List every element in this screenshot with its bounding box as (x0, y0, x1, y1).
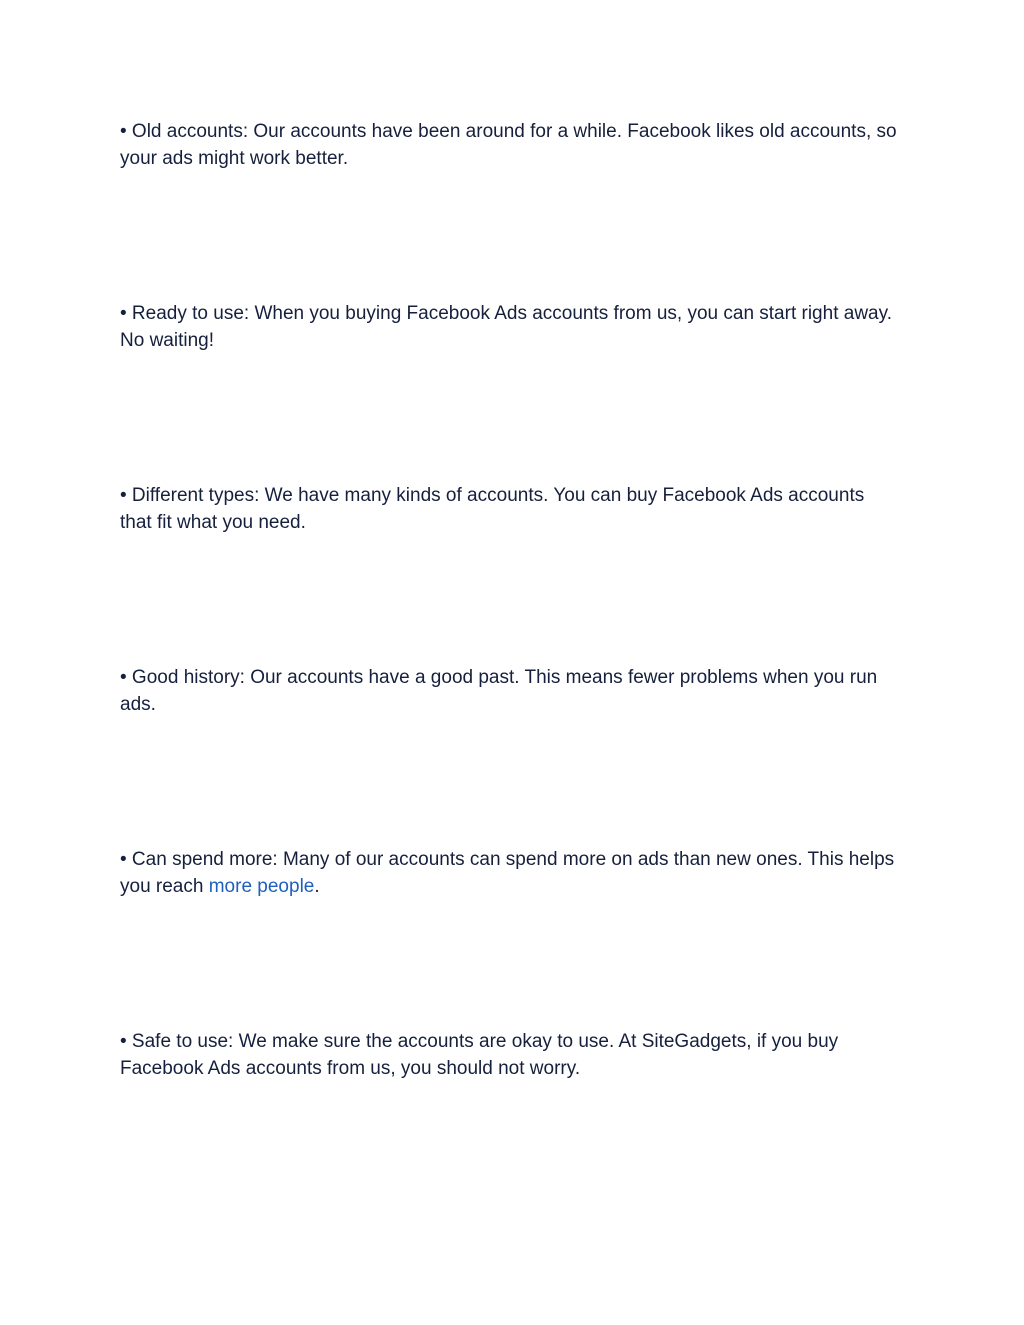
more-people-link[interactable]: more people (208, 876, 315, 897)
bullet-can-spend-more (120, 846, 900, 900)
bullet-good-history: • Good history: Our accounts have a good past. This means fewer problems when you run ads. (120, 667, 878, 715)
bullet-can-spend-more-text: • Can spend more: Many of our accounts can spend more on ads than new ones. This helps you reach (120, 849, 895, 897)
bullet-safe-to-use: • Safe to use: We make sure the accounts are okay to use. At SiteGadgets, if you buy Facebook Ads accounts from us, you should not worry. (120, 1031, 839, 1079)
bullet-different-types: • Different types: We have many kinds of accounts. You can buy Facebook Ads accounts that fit what you need. (120, 485, 865, 533)
bullet-ready-to-use: • Ready to use: When you buying Facebook Ads accounts from us, you can start right away. No waiting! (120, 303, 892, 351)
bullet-old-accounts: • Old accounts: Our accounts have been around for a while. Facebook likes old accounts, so your ads might work better. (120, 121, 897, 169)
bullet-can-spend-more-end: . (314, 876, 320, 897)
